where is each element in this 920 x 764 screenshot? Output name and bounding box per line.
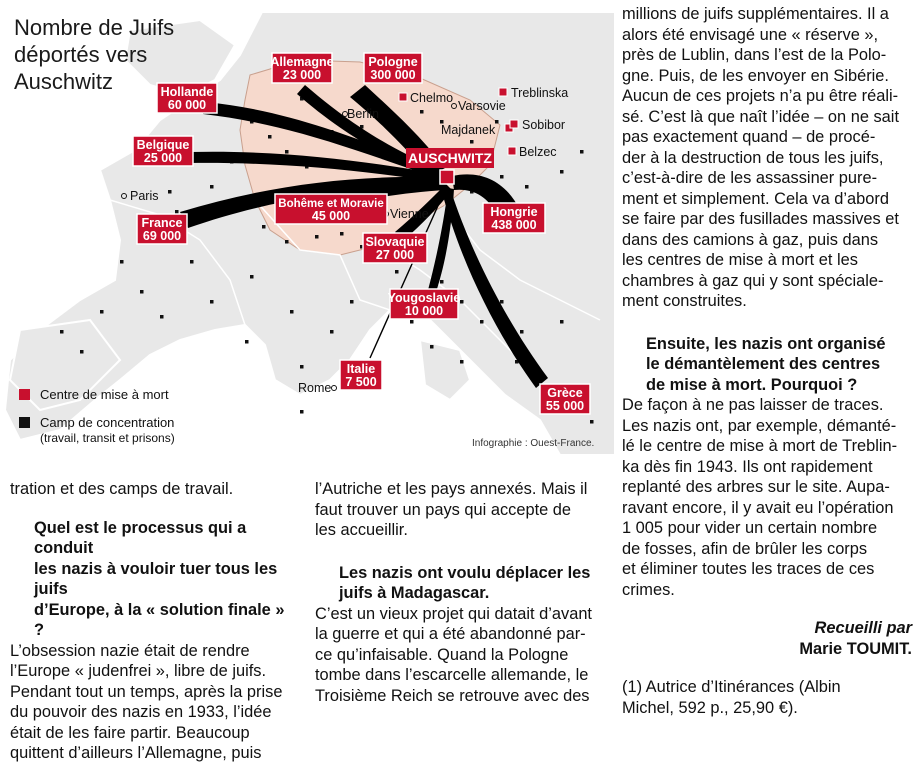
footnote-line: (1) Autrice d’Itinérances (Albin (622, 678, 841, 696)
map-title-line-2: déportés vers (14, 42, 148, 67)
country-name: Belgique (136, 138, 190, 152)
col2-line: faut trouver un pays qui accepte de (315, 500, 572, 519)
concentration-camp-marker (500, 300, 504, 304)
col3-line: pas exactement quand – de procé- (622, 128, 876, 146)
city-berlin: Berlin (347, 107, 379, 121)
col3-line: chambres à gaz qui y sont spéciale- (622, 271, 884, 290)
column-3 (622, 4, 912, 718)
answer-3-line: ka dès fin 1943. Ils ont rapidement (622, 457, 873, 476)
question-1-line: les nazis à vouloir tuer tous les juifs (34, 559, 278, 598)
legend-concentration-camp-label: Camp de concentration (40, 415, 175, 430)
col3-text (622, 4, 912, 312)
country-name: Italie (346, 362, 376, 376)
country-count: 27 000 (375, 248, 415, 262)
map-title-line-3: Auschwitz (14, 69, 114, 94)
concentration-camp-marker (495, 120, 499, 124)
city-majdanek: Majdanek (441, 123, 496, 137)
col3-line: sé. C’est là que naît l’idée – on ne sait (622, 107, 899, 126)
concentration-camp-marker (520, 330, 524, 334)
question-3-line: de mise à mort. Pourquoi ? (646, 375, 858, 394)
concentration-camp-marker (100, 310, 104, 314)
concentration-camp-marker (285, 240, 289, 244)
country-label-yougoslavie (388, 289, 461, 319)
city-treblinska: Treblinska (511, 86, 569, 100)
answer-3-line: de fosses, afin de brûler les corps (622, 539, 868, 558)
col3-line: gne. Puis, de les envoyer en Sibérie. (622, 66, 889, 85)
country-name: Hongrie (490, 205, 538, 219)
question-1-line: d’Europe, à la « solution finale » ? (34, 600, 285, 639)
footnote (622, 677, 912, 718)
answer-2-line: la guerre et qui a été abandonné par- (315, 625, 586, 643)
camp-sobibor (510, 120, 518, 128)
country-name: Grèce (547, 386, 583, 400)
country-name: France (141, 216, 183, 230)
signature-name: Marie TOUMIT. (799, 639, 912, 658)
column-2 (315, 479, 605, 706)
deportation-map (0, 0, 615, 455)
concentration-camp-marker (245, 340, 249, 344)
concentration-camp-marker (315, 235, 319, 239)
col3-line: c’est-à-dire de les assassiner pure- (622, 169, 878, 187)
concentration-camp-marker (395, 270, 399, 274)
concentration-camp-marker (560, 170, 564, 174)
concentration-camp-marker (560, 320, 564, 324)
city-sobibor: Sobibor (522, 118, 566, 132)
question-1 (10, 518, 298, 641)
legend-death-camp-label: Centre de mise à mort (40, 387, 169, 402)
answer-3-line: et éliminer toutes les traces de ces (622, 560, 875, 578)
map-title-line-1: Nombre de Juifs (14, 15, 175, 40)
country-name: Slovaquie (365, 235, 425, 249)
concentration-camp-marker (480, 320, 484, 324)
country-name: Pologne (368, 55, 418, 69)
concentration-camp-marker (80, 350, 84, 354)
signature (622, 618, 912, 659)
country-name: Hollande (160, 85, 214, 99)
concentration-camp-marker (268, 135, 272, 139)
city-belzec: Belzec (519, 145, 557, 159)
country-count: 69 000 (142, 229, 182, 243)
country-name: Allemagne (270, 55, 334, 69)
city-paris: Paris (130, 189, 159, 203)
col3-line: der à la destruction de tous les juifs, (622, 148, 884, 167)
concentration-camp-marker (140, 290, 144, 294)
country-count: 55 000 (545, 399, 585, 413)
answer-3-line: Les nazis ont, par exemple, démanté- (622, 416, 897, 435)
country-count: 60 000 (167, 98, 207, 112)
question-3-line: Ensuite, les nazis ont organisé (646, 334, 886, 353)
legend-concentration-camp-note: (travail, transit et prisons) (40, 431, 175, 445)
concentration-camp-marker (440, 280, 444, 284)
col3-line: dans des camions à gaz, puis dans (622, 230, 879, 249)
concentration-camp-marker (350, 300, 354, 304)
answer-2-line: Troisième Reich se retrouve avec des (315, 686, 590, 705)
col3-line: ment construites. (622, 292, 747, 310)
country-count: 438 000 (491, 218, 537, 232)
answer-2-line: C’est un vieux projet qui datait d’avant (315, 604, 592, 623)
country-count: 25 000 (143, 151, 183, 165)
country-label-grece (540, 384, 590, 414)
concentration-camp-marker (300, 365, 304, 369)
legend-death-camp-icon (19, 389, 30, 400)
concentration-camp-marker (470, 140, 474, 144)
answer-3-line: De façon à ne pas laisser de traces. (622, 396, 884, 414)
question-2-line: juifs à Madagascar. (339, 584, 490, 602)
answer-1-line: Pendant tout un temps, après la prise (10, 682, 283, 701)
legend-concentration-camp-icon (19, 417, 30, 428)
answer-3-line: replanté des arbres sur le site. Aupa- (622, 478, 890, 496)
question-2-line: Les nazis ont voulu déplacer les (339, 563, 591, 582)
answer-3-line: ravant encore, il y avait eu l’opération (622, 498, 894, 517)
auschwitz-marker (440, 170, 454, 184)
camp-belzec (508, 147, 516, 155)
city-vienne: Vienne (390, 207, 429, 221)
auschwitz-label: AUSCHWITZ (408, 150, 492, 166)
col3-line: les centres de mise à mort et les (622, 251, 858, 269)
question-1-line: Quel est le processus qui a conduit (34, 518, 247, 557)
question-3-line: le démantèlement des centres (646, 355, 881, 373)
answer-1-line: quittent d’ailleurs l’Allemagne, puis (10, 744, 262, 762)
concentration-camp-marker (430, 345, 434, 349)
country-label-france (137, 214, 187, 244)
camp-chelmo (399, 93, 407, 101)
concentration-camp-marker (460, 300, 464, 304)
concentration-camp-marker (160, 315, 164, 319)
concentration-camp-marker (330, 330, 334, 334)
col3-line: Aucun de ces projets n’a pu être réali- (622, 87, 899, 105)
concentration-camp-marker (525, 185, 529, 189)
concentration-camp-marker (410, 320, 414, 324)
col3-line: près de Lublin, dans l’est de la Polo- (622, 46, 887, 64)
col2-line: les accueillir. (315, 521, 408, 539)
question-3 (622, 334, 912, 396)
concentration-camp-marker (175, 210, 179, 214)
column-1 (10, 479, 298, 764)
concentration-camp-marker (168, 190, 172, 194)
country-count: 7 500 (345, 375, 377, 389)
country-label-italie (340, 360, 382, 390)
concentration-camp-marker (210, 300, 214, 304)
answer-3-line: crimes. (622, 580, 675, 599)
city-rome: Rome (298, 381, 332, 395)
signature-intro: Recueilli par (814, 619, 912, 637)
answer-2-line: tombe dans l’escarcelle allemande, le (315, 666, 589, 684)
country-count: 300 000 (370, 68, 416, 82)
camp-treblinska (499, 88, 507, 96)
concentration-camp-marker (210, 185, 214, 189)
country-name: Bohême et Moravie (278, 198, 384, 210)
concentration-camp-marker (580, 150, 584, 154)
country-count: 23 000 (282, 68, 322, 82)
col3-line: se faire par des fusillades massives et (622, 210, 899, 228)
city-chelmo: Chelmo (410, 91, 454, 105)
answer-2 (315, 604, 605, 707)
concentration-camp-marker (500, 175, 504, 179)
concentration-camp-marker (340, 232, 344, 236)
col2-continuation (315, 479, 605, 541)
map-legend (19, 387, 175, 445)
country-label-allemagne (270, 53, 333, 83)
concentration-camp-marker (262, 225, 266, 229)
concentration-camp-marker (60, 330, 64, 334)
question-2 (315, 563, 605, 604)
footnote-line: Michel, 592 p., 25,90 €). (622, 698, 798, 717)
concentration-camp-marker (590, 420, 594, 424)
country-label-boheme-et-moravie (275, 194, 387, 224)
country-label-belgique (133, 136, 193, 166)
country-count: 45 000 (311, 209, 351, 223)
concentration-camp-marker (285, 150, 289, 154)
country-label-hongrie (483, 203, 545, 233)
answer-1-line: L’obsession nazie était de rendre (10, 641, 250, 660)
concentration-camp-marker (460, 360, 464, 364)
concentration-camp-marker (120, 260, 124, 264)
answer-2-line: ce qu’infaisable. Quand la Pologne (315, 645, 569, 664)
concentration-camp-marker (290, 310, 294, 314)
concentration-camp-marker (420, 110, 424, 114)
answer-1-line: du pouvoir des nazis en 1933, l’idée (10, 703, 272, 721)
answer-1-line: l’Europe « judenfrei », libre de juifs. (10, 662, 267, 680)
answer-1-line: était de les faire partir. Beaucoup (10, 723, 250, 742)
concentration-camp-marker (250, 275, 254, 279)
answer-1 (10, 641, 298, 764)
answer-3-line: lé le centre de mise à mort de Treblin- (622, 437, 898, 455)
answer-3 (622, 395, 912, 600)
col2-line: l’Autriche et les pays annexés. Mais il (315, 480, 588, 498)
country-label-slovaquie (363, 233, 427, 263)
country-name: Yougoslavie (387, 291, 461, 305)
city-varsovie: Varsovie (458, 99, 506, 113)
concentration-camp-marker (300, 410, 304, 414)
country-label-hollande (157, 83, 217, 113)
concentration-camp-marker (190, 260, 194, 264)
col3-line: alors été envisagé une « réserve », (622, 25, 879, 44)
country-label-pologne (364, 53, 422, 83)
col1-continuation: tration et des camps de travail. (10, 480, 234, 498)
country-count: 10 000 (404, 304, 444, 318)
answer-3-line: 1 005 pour vider un certain nombre (622, 519, 878, 537)
col3-line: ment et simplement. Cela va d’abord (622, 189, 889, 208)
col3-line: millions de juifs supplémentaires. Il a (622, 5, 889, 23)
map-credit: Infographie : Ouest-France. (472, 438, 595, 449)
